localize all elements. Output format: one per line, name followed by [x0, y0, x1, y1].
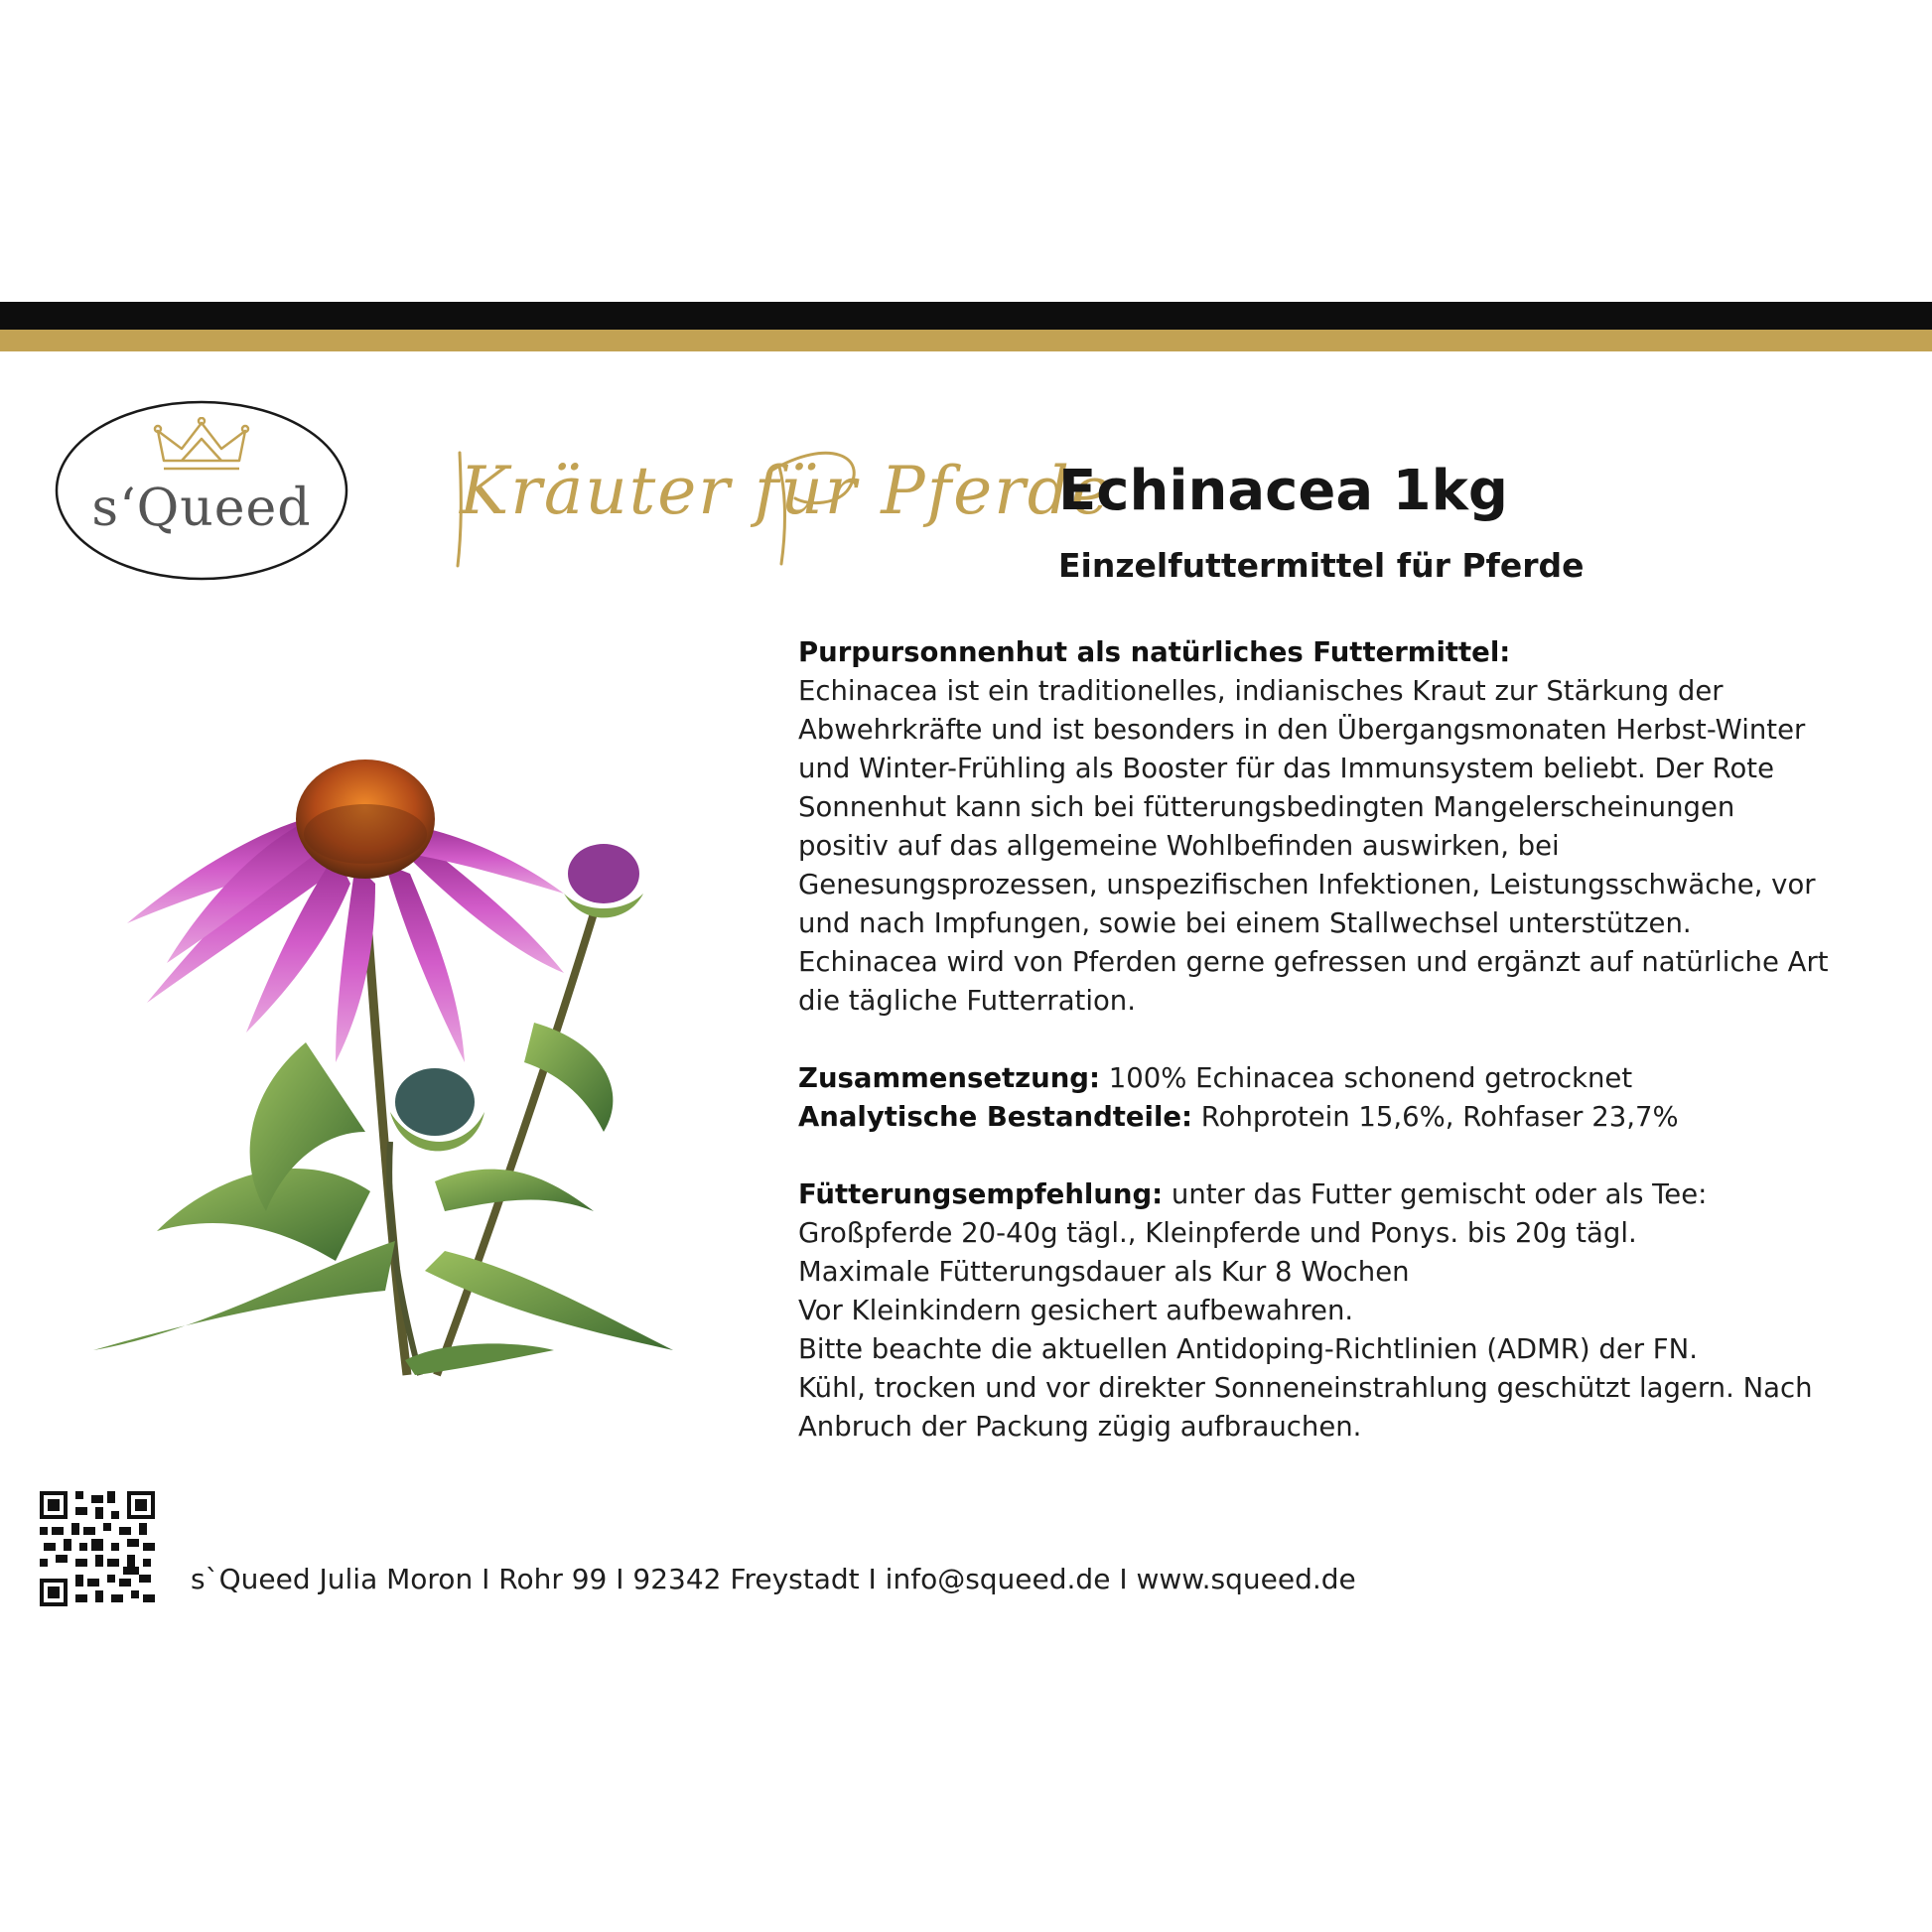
composition-value: 100% Echinacea schonend getrocknet	[1100, 1062, 1633, 1094]
feeding-detail: Maximale Fütterungsdauer als Kur 8 Wochen	[798, 1256, 1410, 1288]
description-line: Genesungsprozessen, unspezifischen Infektionen, Leistungsschwäche, vor	[798, 869, 1816, 900]
composition-label: Zusammensetzung:	[798, 1062, 1100, 1094]
feeding-detail: Großpferde 20-40g tägl., Kleinpferde und Ponys. bis 20g tägl.	[798, 1217, 1637, 1249]
script-title	[452, 427, 1113, 576]
feeding-detail: Vor Kleinkindern gesichert aufbewahren.	[798, 1295, 1354, 1326]
qr-code-icon[interactable]	[40, 1491, 155, 1606]
feeding-line	[798, 1175, 1890, 1214]
analytics-label: Analytische Bestandteile:	[798, 1101, 1193, 1133]
feeding-value: unter das Futter gemischt oder als Tee:	[1163, 1178, 1708, 1210]
feeding-detail: Anbruch der Packung zügig aufbrauchen.	[798, 1411, 1362, 1443]
logo-text: s‘Queed	[91, 479, 312, 538]
analytics-line	[798, 1098, 1890, 1137]
product-title: Echinacea 1kg	[1058, 459, 1508, 523]
header-black-stripe	[0, 302, 1932, 330]
echinacea-flower-icon	[87, 715, 703, 1380]
description-line: Echinacea ist ein traditionelles, indianisches Kraut zur Stärkung der	[798, 675, 1724, 707]
feeding-label: Fütterungsempfehlung:	[798, 1178, 1164, 1210]
description-line: positiv auf das allgemeine Wohlbefinden auswirken, bei	[798, 830, 1560, 862]
product-subtitle: Einzelfuttermittel für Pferde	[1058, 546, 1585, 585]
description-heading: Purpursonnenhut als natürliches Futtermittel:	[798, 636, 1511, 668]
analytics-value: Rohprotein 15,6%, Rohfaser 23,7%	[1192, 1101, 1679, 1133]
feeding-detail: Kühl, trocken und vor direkter Sonneneinstrahlung geschützt lagern. Nach	[798, 1372, 1813, 1404]
brand-logo	[54, 399, 349, 582]
feeding-detail: Bitte beachte die aktuellen Antidoping-Richtlinien (ADMR) der FN.	[798, 1333, 1698, 1365]
description-line: Sonnenhut kann sich bei fütterungsbedingten Mangelerscheinungen	[798, 791, 1735, 823]
description-line: Echinacea wird von Pferden gerne gefressen und ergänzt auf natürliche Art	[798, 946, 1829, 978]
description-line: die tägliche Futterration.	[798, 985, 1136, 1017]
description-line: und Winter-Frühling als Booster für das Immunsystem beliebt. Der Rote	[798, 753, 1775, 784]
composition-line	[798, 1059, 1890, 1098]
footer-address: s`Queed Julia Moron I Rohr 99 I 92342 Freystadt I info@squeed.de I www.squeed.de	[191, 1563, 1356, 1595]
crown-icon	[152, 417, 251, 479]
product-description	[798, 633, 1890, 1447]
description-line: und nach Impfungen, sowie bei einem Stallwechsel unterstützen.	[798, 907, 1692, 939]
script-title-text: Kräuter für Pferde	[460, 453, 1113, 529]
header-gold-stripe	[0, 330, 1932, 351]
description-line: Abwehrkräfte und ist besonders in den Übergangsmonaten Herbst-Winter	[798, 714, 1806, 746]
